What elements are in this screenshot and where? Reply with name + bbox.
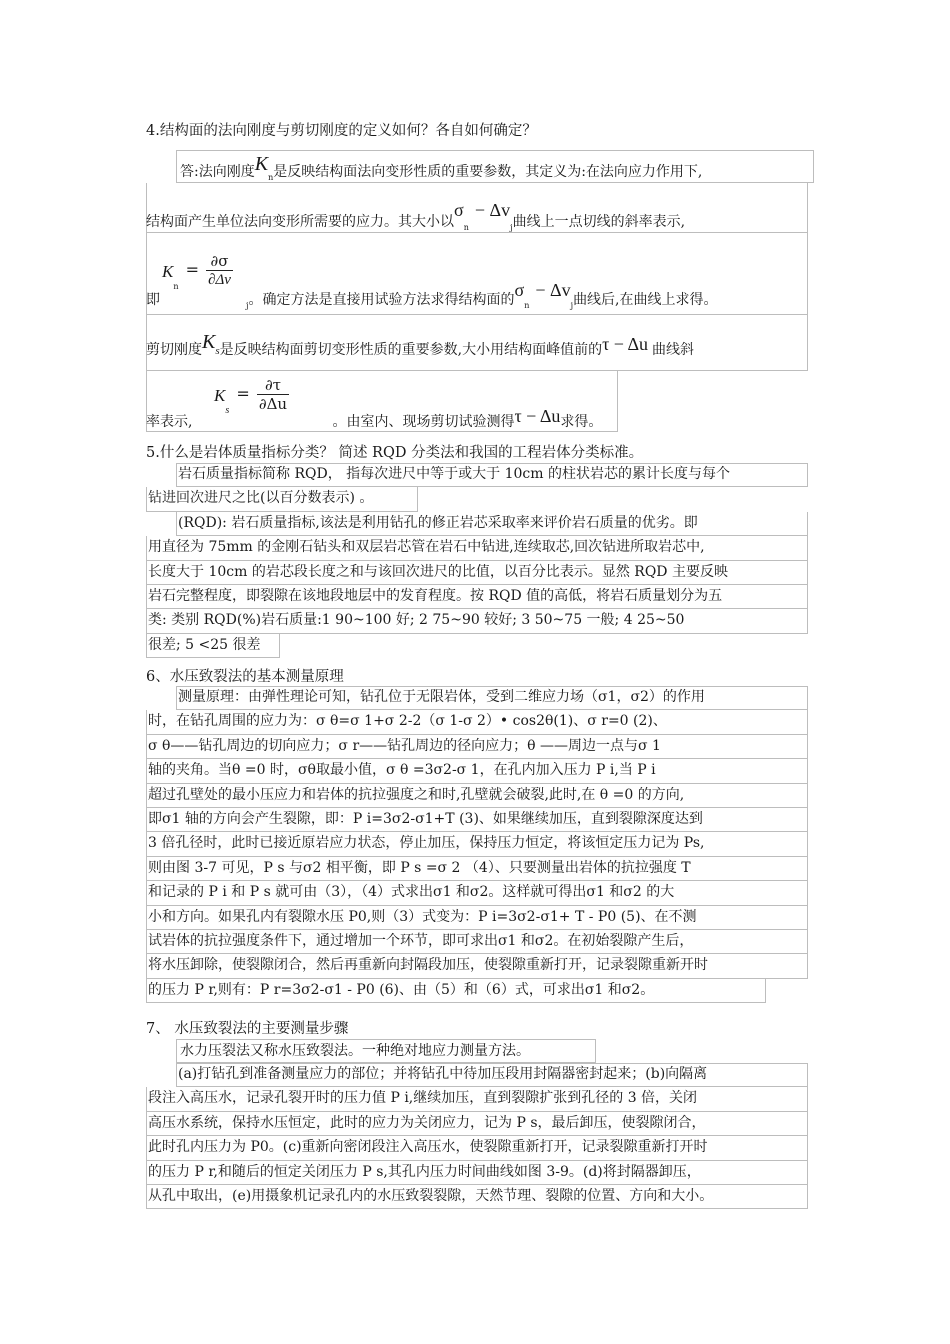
j-subscript: j: [570, 301, 574, 310]
k-symbol: K: [254, 153, 269, 175]
q4-text: 曲线后,在曲线上求得。: [573, 292, 718, 308]
q4-text: 是反映结构面剪切变形性质的重要参数,大小用结构面峰值前的: [219, 342, 603, 358]
q4-text: 求得。: [560, 414, 603, 430]
kn-fraction-denominator: ∂Δv: [208, 272, 231, 288]
k-symbol: K: [202, 331, 216, 353]
q7-intro: 水力压裂法又称水压致裂法。一种绝对地应力测量方法。: [180, 1043, 530, 1059]
k-symbol: K: [162, 262, 174, 281]
paragraph-line: 长度大于 10cm 的岩芯段长度之和与该回次进尺的比值，以百分比表示。显然 RQD 主要反映: [148, 563, 728, 580]
paragraph-line: 即σ1 轴的方向会产生裂隙，即：P i=3σ2-σ1+T (3)、如果继续加压，直到裂隙深度达到: [148, 811, 703, 827]
paragraph-line: 的压力 P r,则有：P r=3σ2-σ1 - P0 (6)、由（5）和（6）式，可求出σ1 和σ2。: [148, 981, 655, 998]
q4-line-2: [146, 200, 686, 234]
paragraph-line: 岩石完整程度，即裂隙在该地段地层中的发育程度。按 RQD 值的高低，将岩石质量划分为五: [148, 588, 723, 604]
paragraph-line: 和记录的 P i 和 P s 就可由（3），（4）式求出σ1 和σ2。这样就可得出σ1 和σ2 的大: [148, 884, 675, 901]
paragraph-line: (RQD): 岩石质量指标,该法是利用钻孔的修正岩芯采取率来评价岩石质量的优劣。即: [178, 514, 698, 531]
ks-formula: [214, 376, 289, 416]
q4-line-1: [180, 153, 703, 184]
paragraph-line: 的压力 P r,和随后的恒定关闭压力 P s,其孔内压力时间曲线如图 3-9。(d)将封隔器卸压，: [148, 1163, 701, 1180]
q4-line-4: [146, 331, 695, 361]
paragraph-line: 超过孔壁处的最小压应力和岩体的抗拉强度之和时,孔壁就会破裂,此时,在 θ =0 的方向,: [148, 786, 685, 803]
q4-line-5: [146, 406, 603, 432]
sigma-symbol: σ: [454, 200, 464, 220]
kn-fraction: [206, 252, 233, 289]
q4-text: 曲线斜: [652, 342, 695, 358]
q4-text: 答:法向刚度: [180, 164, 255, 180]
kn-formula: [162, 252, 233, 289]
paragraph-line: 小和方向。如果孔内有裂隙水压 P0,则（3）式变为：P i=3σ2-σ1+ T - P0 (5)、在不测: [148, 908, 697, 925]
paragraph-line: 3 倍孔径时，此时已接近原岩应力状态，停止加压，保持压力恒定，将该恒定压力记为 Ps,: [148, 835, 705, 852]
paragraph-line: 很差; 5 <25 很差: [148, 636, 261, 653]
paragraph-line: 将水压卸除，使裂隙闭合，然后再重新向封隔段加压，使裂隙重新打开，记录裂隙重新开时: [148, 957, 708, 974]
sigma-symbol: σ: [514, 280, 525, 300]
q4-text: 即: [146, 292, 160, 308]
n-subscript: n: [173, 282, 179, 291]
paragraph-line: 从孔中取出，(e)用摄象机记录孔内的水压致裂裂隙，天然节理、裂隙的位置、方向和大小。: [148, 1188, 714, 1204]
paragraph-line: 段注入高压水，记录孔裂开时的压力值 P i,继续加压，直到裂隙扩张到孔径的 3 倍，关闭: [148, 1090, 698, 1107]
tau-delta-u-symbol: τ − Δu: [602, 334, 649, 354]
paragraph-line: 此时孔内压力为 P0。(c)重新向密闭段注入高压水，使裂隙重新打开，记录裂隙重新打开时: [148, 1139, 708, 1156]
q4-text: 。确定方法是直接用试验方法求得结构面的: [248, 292, 515, 308]
paragraph-line: (a)打钻孔到准备测量应力的部位；并将钻孔中待加压段用封隔器密封起来；(b)向隔离: [178, 1066, 708, 1082]
j-subscript: j: [510, 223, 513, 232]
j-subscript: j: [246, 301, 249, 310]
q4-text: 率表示,: [146, 414, 193, 430]
q4-text: 曲线上一点切线的斜率表示,: [512, 214, 686, 230]
question-6-title: 6、水压致裂法的基本测量原理: [146, 669, 344, 685]
paragraph-line: 高压水系统，保持水压恒定，此时的应力为关闭应力，记为 P s，最后卸压，使裂隙闭合，: [148, 1114, 706, 1131]
paragraph-line: 测量原理：由弹性理论可知，钻孔位于无限岩体，受到二维应力场（σ1，σ2）的作用: [178, 689, 705, 705]
ks-fraction-numerator: ∂τ: [257, 376, 289, 395]
paragraph-line: 用直径为 75mm 的金刚石钻头和双层岩芯管在岩石中钻进,连续取芯,回次钻进所取岩芯中,: [148, 539, 705, 556]
paragraph-line: 钻进回次进尺之比(以百分数表示) 。: [148, 490, 374, 507]
n-subscript: n: [524, 301, 530, 310]
paragraph-line: 岩石质量指标简称 RQD， 指每次进尺中等于或大于 10cm 的柱状岩芯的累计长度与每个: [178, 466, 730, 482]
question-5-title: 5.什么是岩体质量指标分类？ 简述 RQD 分类法和我国的工程岩体分类标准。: [146, 445, 644, 461]
delta-v-symbol: − Δv: [474, 200, 511, 220]
paragraph-line: σ θ——钻孔周边的切向应力；σ r——钻孔周边的径向应力；θ ——周边一点与σ 1: [148, 737, 661, 754]
kn-fraction-numerator: ∂σ: [206, 252, 233, 271]
paragraph-line: 轴的夹角。当θ =0 时，σθ取最小值，σ θ =3σ2-σ 1，在孔内加入压力 P i,当 P i: [148, 762, 656, 779]
delta-v-symbol: − Δv: [535, 280, 571, 300]
question-7-title: 7、 水压致裂法的主要测量步骤: [146, 1021, 349, 1037]
paragraph-line: 时，在钻孔周围的应力为：σ θ=σ 1+σ 2-2（σ 1-σ 2）• cos2θ(1)、σ r=0 (2)、: [148, 713, 667, 730]
ks-fraction-denominator: ∂Δu: [258, 395, 288, 413]
question-4-title: 4.结构面的法向刚度与剪切刚度的定义如何？各自如何确定？: [146, 123, 537, 139]
paragraph-line: 试岩体的抗拉强度条件下，通过增加一个环节，即可求出σ1 和σ2。在初始裂隙产生后，: [148, 933, 694, 949]
q4-text: 是反映结构面法向变形性质的重要参数，其定义为:在法向应力作用下,: [273, 164, 703, 180]
q4-text: 。由室内、现场剪切试验测得: [332, 414, 515, 430]
paragraph-line: 类: 类别 RQD(%)岩石质量:1 90~100 好; 2 75~90 较好; 3 50~75 一般; 4 25~50: [148, 612, 685, 629]
paragraph-line: 则由图 3-7 可见，P s 与σ2 相平衡，即 P s =σ 2 （4）、只要测量出岩体的抗拉强度 T: [148, 859, 691, 876]
n-subscript: n: [463, 223, 469, 232]
tau-delta-u-symbol: τ − Δu: [514, 406, 561, 426]
s-subscript: s: [215, 345, 220, 357]
n-subscript: n: [268, 173, 274, 182]
ks-fraction: [257, 376, 289, 413]
equals-sign: =: [236, 384, 250, 403]
q4-text: 剪切刚度: [146, 342, 202, 358]
s-subscript: s: [225, 405, 230, 416]
q4-text: 结构面产生单位法向变形所需要的应力。其大小以: [146, 214, 454, 230]
k-symbol: K: [214, 386, 226, 405]
equals-sign: =: [185, 260, 199, 279]
